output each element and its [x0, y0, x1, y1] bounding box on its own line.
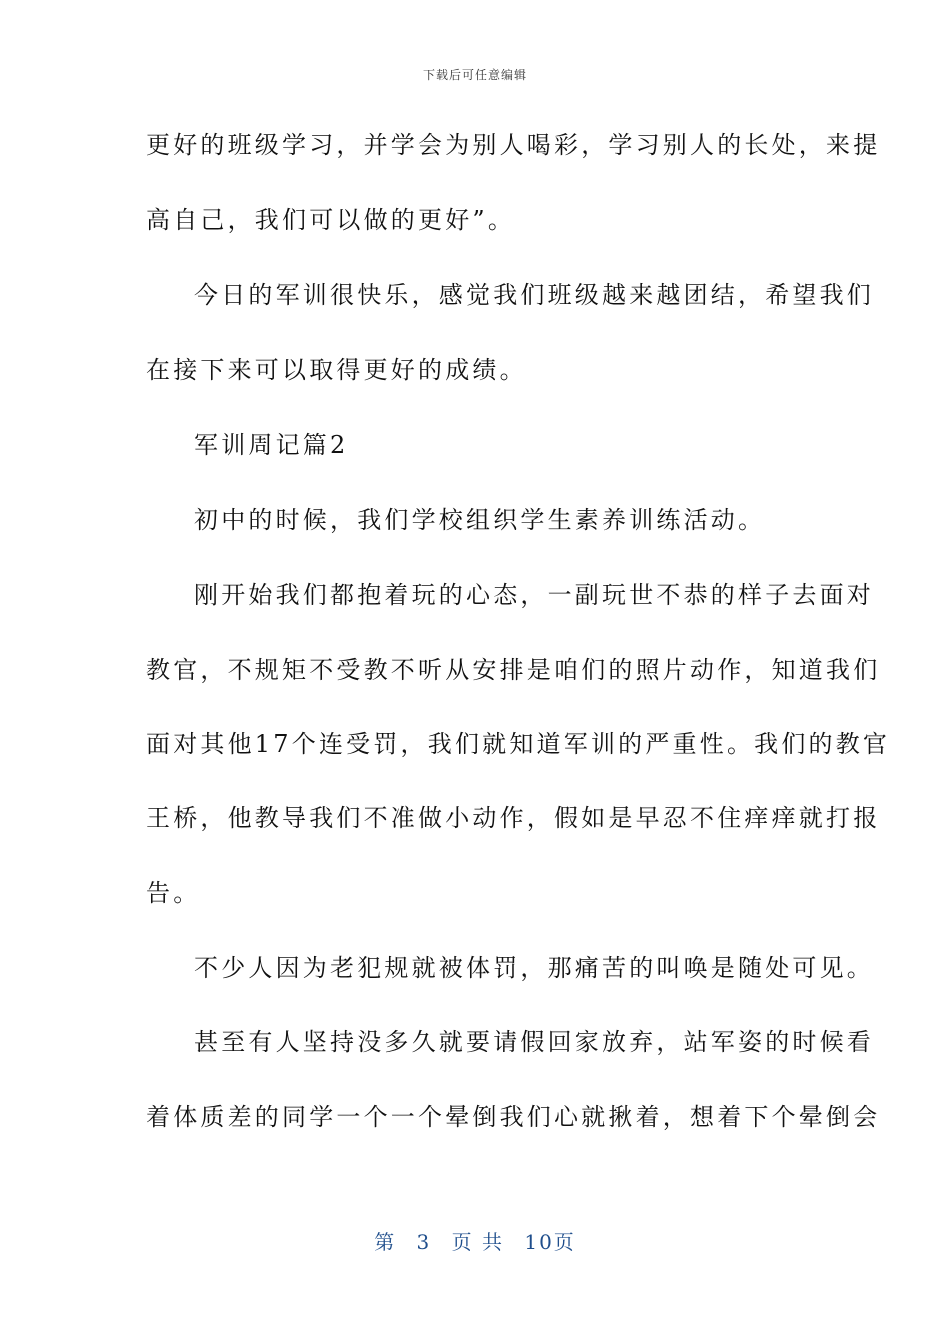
text-line: 初中的时候，我们学校组织学生素养训练活动。	[194, 506, 766, 534]
text-line: 更好的班级学习，并学会为别人喝彩，学习别人的长处，来提	[146, 131, 881, 159]
text-line: 今日的军训很快乐，感觉我们班级越来越团结，希望我们	[194, 281, 874, 309]
text-line: 王桥，他教导我们不准做小动作，假如是早忍不住痒痒就打报	[146, 804, 881, 832]
text-line: 不少人因为老犯规就被体罚，那痛苦的叫唤是随处可见。	[194, 954, 874, 982]
text-line: 教官，不规矩不受教不听从安排是咱们的照片动作，知道我们	[146, 656, 881, 684]
current-page-number: 3	[416, 1230, 432, 1254]
text-line: 着体质差的同学一个一个晕倒我们心就揪着，想着下个晕倒会	[146, 1103, 881, 1131]
page-footer	[0, 1226, 950, 1255]
page-header: 下载后可任意编辑	[422, 68, 527, 82]
text-line: 刚开始我们都抱着玩的心态，一副玩世不恭的样子去面对	[194, 581, 874, 609]
text-line: 甚至有人坚持没多久就要请假回家放弃，站军姿的时候看	[194, 1028, 874, 1056]
text-line: 面对其他17个连受罚，我们就知道军训的严重性。我们的教官	[146, 730, 891, 758]
text-line: 告。	[146, 879, 201, 907]
total-pages: 10页	[524, 1230, 576, 1254]
text-line: 在接下来可以取得更好的成绩。	[146, 356, 527, 384]
text-line: 高自己，我们可以做的更好”。	[146, 206, 516, 234]
page-label-prefix: 第	[374, 1230, 397, 1254]
page-label-middle: 页 共	[451, 1230, 504, 1254]
section-heading: 军训周记篇2	[194, 431, 349, 459]
